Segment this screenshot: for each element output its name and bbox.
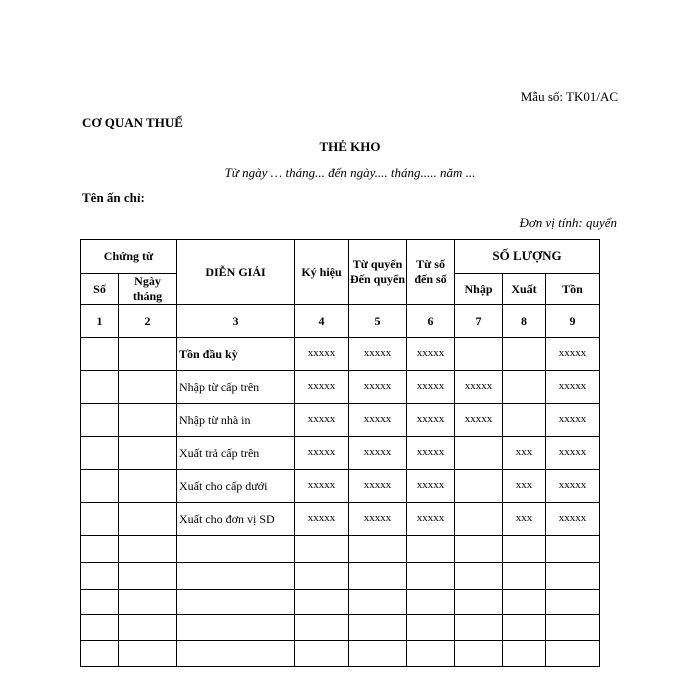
blank-cell (407, 641, 455, 667)
blank-cell (503, 590, 546, 615)
blank-cell (295, 615, 349, 641)
doc-date-cell (119, 404, 177, 437)
qty-group-header: SỐ LƯỢNG (455, 240, 600, 274)
to-book-label: Đến quyển (350, 272, 406, 286)
blank-cell (177, 641, 295, 667)
desc-cell: Xuất cho đơn vị SD (177, 503, 295, 536)
doc-date-cell (119, 371, 177, 404)
col-number: 3 (177, 305, 295, 338)
symbol-cell: xxxxx (295, 371, 349, 404)
doc-group-header: Chứng từ (81, 240, 177, 274)
desc-cell: Xuất cho cấp dưới (177, 470, 295, 503)
blank-row (81, 590, 600, 615)
col-stock-header: Tồn (546, 274, 600, 305)
col-number: 9 (546, 305, 600, 338)
in-cell: xxxxx (455, 371, 503, 404)
doc-date-cell (119, 437, 177, 470)
col-number: 8 (503, 305, 546, 338)
in-cell (455, 338, 503, 371)
blank-cell (349, 590, 407, 615)
blank-cell (503, 615, 546, 641)
blank-cell (546, 563, 600, 590)
blank-cell (546, 641, 600, 667)
col-no-header: Số (81, 274, 119, 305)
blank-cell (503, 641, 546, 667)
out-cell (503, 338, 546, 371)
blank-cell (81, 536, 119, 563)
symbol-cell: xxxxx (295, 503, 349, 536)
doc-date-cell (119, 470, 177, 503)
table-row (81, 371, 600, 404)
doc-no-cell (81, 404, 119, 437)
serial-cell: xxxxx (407, 338, 455, 371)
blank-cell (503, 563, 546, 590)
blank-cell (349, 563, 407, 590)
stock-ledger-table (80, 239, 600, 667)
blank-cell (177, 590, 295, 615)
blank-cell (119, 536, 177, 563)
col-out-header: Xuất (503, 274, 546, 305)
book-range-header (349, 240, 407, 305)
desc-header: DIỄN GIẢI (177, 240, 295, 305)
doc-no-cell (81, 371, 119, 404)
desc-cell: Xuất trả cấp trên (177, 437, 295, 470)
table-row (81, 470, 600, 503)
col-number: 5 (349, 305, 407, 338)
blank-cell (295, 563, 349, 590)
symbol-cell: xxxxx (295, 437, 349, 470)
symbol-cell: xxxxx (295, 404, 349, 437)
blank-cell (349, 536, 407, 563)
blank-row (81, 641, 600, 667)
in-cell (455, 503, 503, 536)
in-cell (455, 437, 503, 470)
blank-cell (119, 615, 177, 641)
serial-cell: xxxxx (407, 371, 455, 404)
out-cell (503, 371, 546, 404)
book-cell: xxxxx (349, 404, 407, 437)
in-cell (455, 470, 503, 503)
stock-cell: xxxxx (546, 470, 600, 503)
blank-cell (455, 563, 503, 590)
serial-cell: xxxxx (407, 503, 455, 536)
blank-cell (407, 615, 455, 641)
date-range: Từ ngày … tháng... đến ngày.... tháng..... năm ... (224, 165, 476, 180)
symbol-cell: xxxxx (295, 338, 349, 371)
col-number: 4 (295, 305, 349, 338)
blank-row (81, 536, 600, 563)
blank-cell (295, 536, 349, 563)
table-row (81, 404, 600, 437)
book-cell: xxxxx (349, 338, 407, 371)
blank-cell (119, 641, 177, 667)
serial-cell: xxxxx (407, 437, 455, 470)
blank-cell (407, 590, 455, 615)
stock-cell: xxxxx (546, 404, 600, 437)
blank-cell (407, 563, 455, 590)
doc-no-cell (81, 437, 119, 470)
blank-cell (546, 590, 600, 615)
table-row (81, 503, 600, 536)
form-code: Mẫu số: TK01/AC (520, 89, 618, 104)
doc-no-cell (81, 470, 119, 503)
stock-cell: xxxxx (546, 371, 600, 404)
blank-cell (295, 641, 349, 667)
document-title: THẺ KHO (319, 139, 381, 154)
book-cell: xxxxx (349, 437, 407, 470)
out-cell (503, 404, 546, 437)
doc-date-cell (119, 338, 177, 371)
serial-header: Từ số đến số (407, 240, 455, 305)
blank-cell (81, 615, 119, 641)
blank-cell (455, 536, 503, 563)
blank-cell (295, 590, 349, 615)
symbol-cell: xxxxx (295, 470, 349, 503)
blank-cell (503, 536, 546, 563)
book-cell: xxxxx (349, 371, 407, 404)
out-cell: xxx (503, 437, 546, 470)
out-cell: xxx (503, 470, 546, 503)
blank-row (81, 563, 600, 590)
blank-cell (177, 563, 295, 590)
col-number: 1 (81, 305, 119, 338)
unit-label: Đơn vị tính: quyển (519, 215, 617, 230)
doc-no-cell (81, 503, 119, 536)
blank-cell (349, 615, 407, 641)
blank-cell (81, 590, 119, 615)
blank-cell (81, 641, 119, 667)
blank-row (81, 615, 600, 641)
agency-name: CƠ QUAN THUẾ (82, 115, 183, 130)
serial-cell: xxxxx (407, 470, 455, 503)
serial-cell: xxxxx (407, 404, 455, 437)
blank-cell (546, 615, 600, 641)
blank-cell (119, 590, 177, 615)
blank-cell (455, 641, 503, 667)
in-cell: xxxxx (455, 404, 503, 437)
blank-cell (455, 615, 503, 641)
desc-cell: Nhập từ nhà in (177, 404, 295, 437)
doc-no-cell (81, 338, 119, 371)
col-number: 7 (455, 305, 503, 338)
book-cell: xxxxx (349, 470, 407, 503)
stock-cell: xxxxx (546, 437, 600, 470)
blank-cell (81, 563, 119, 590)
blank-cell (407, 536, 455, 563)
blank-cell (177, 536, 295, 563)
col-date-header: Ngày tháng (119, 274, 177, 305)
blank-cell (119, 563, 177, 590)
desc-cell: Tồn đầu kỳ (177, 338, 295, 371)
col-number: 6 (407, 305, 455, 338)
blank-cell (349, 641, 407, 667)
col-number: 2 (119, 305, 177, 338)
stock-cell: xxxxx (546, 503, 600, 536)
symbol-header: Ký hiệu (295, 240, 349, 305)
doc-date-cell (119, 503, 177, 536)
col-in-header: Nhập (455, 274, 503, 305)
desc-cell: Nhập từ cấp trên (177, 371, 295, 404)
stock-cell: xxxxx (546, 338, 600, 371)
from-book-label: Từ quyển (352, 257, 403, 271)
table-row (81, 338, 600, 371)
table-row (81, 437, 600, 470)
book-cell: xxxxx (349, 503, 407, 536)
blank-cell (455, 590, 503, 615)
column-number-row (81, 305, 600, 338)
print-name-label: Tên ấn chỉ: (82, 190, 145, 205)
blank-cell (177, 615, 295, 641)
blank-cell (546, 536, 600, 563)
out-cell: xxx (503, 503, 546, 536)
